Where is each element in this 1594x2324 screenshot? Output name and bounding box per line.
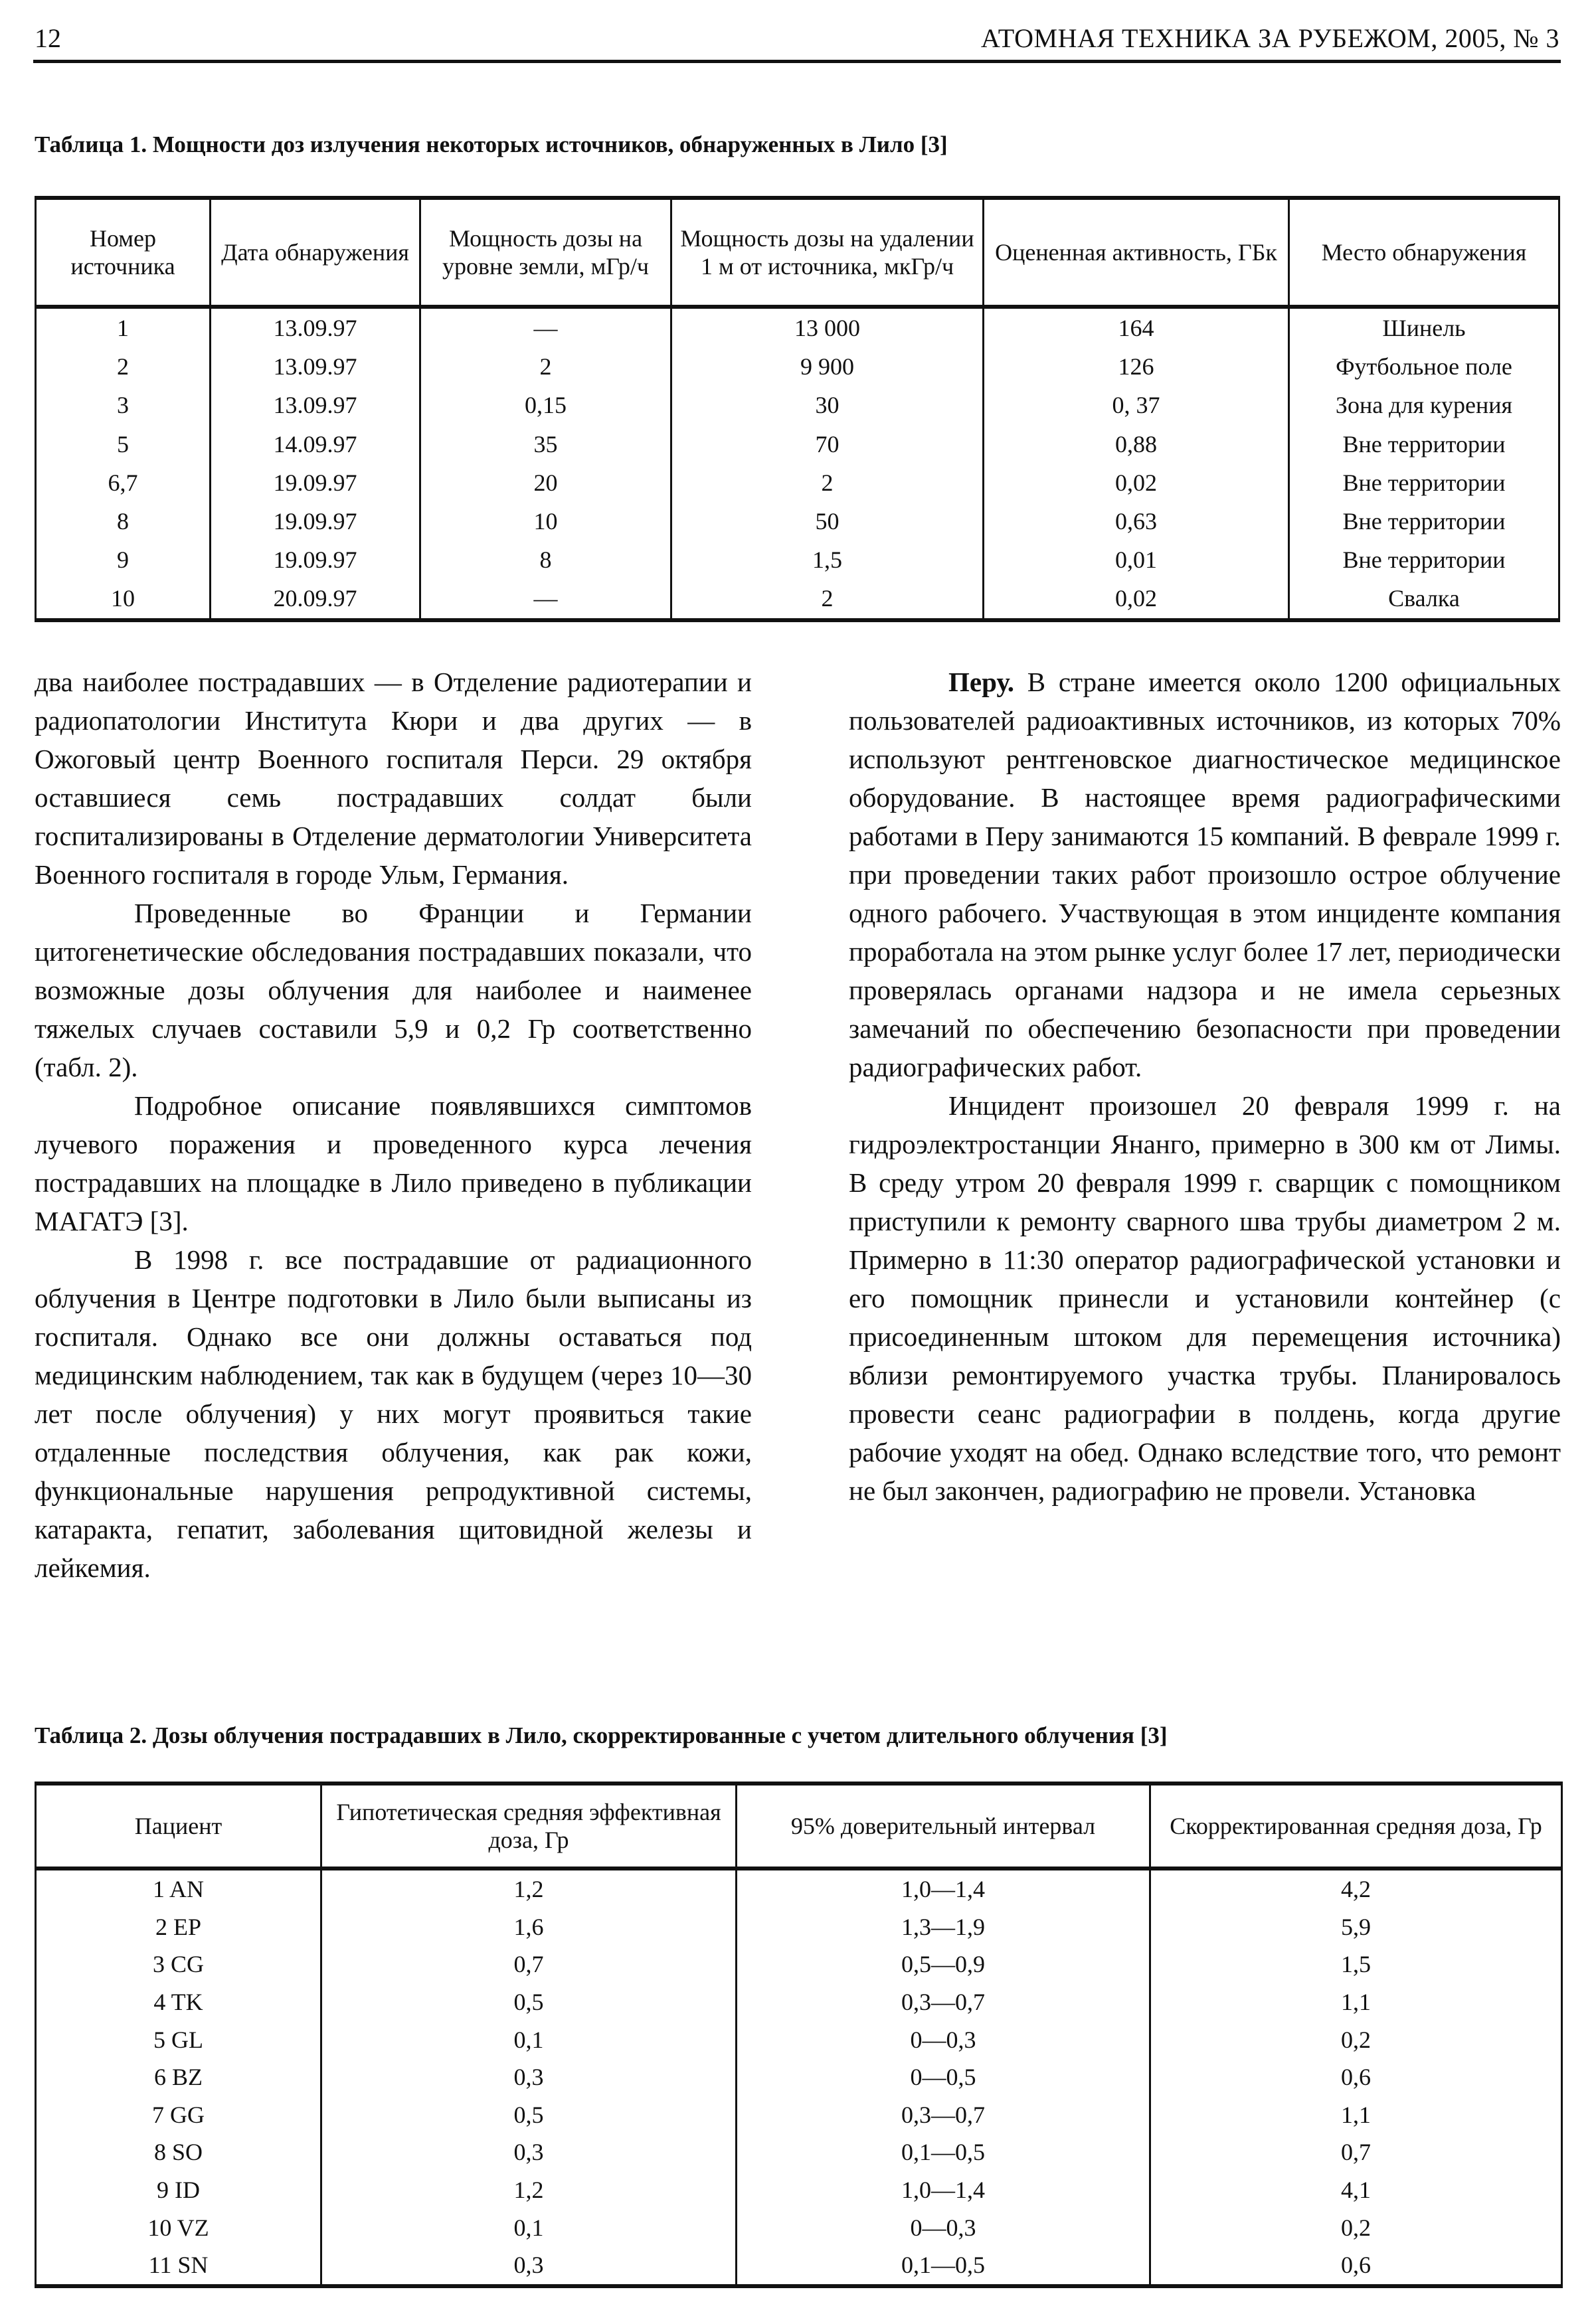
table-cell: 1,1 <box>1150 2096 1562 2134</box>
text-column-right <box>849 663 1561 1510</box>
table-row <box>36 1946 1562 1983</box>
table-cell: 19.09.97 <box>211 502 420 540</box>
table-cell: 0,01 <box>984 540 1289 579</box>
table-row <box>36 2058 1562 2096</box>
table-cell: 19.09.97 <box>211 463 420 502</box>
table-cell: 2 <box>36 347 211 386</box>
table-cell: 1,6 <box>321 1908 737 1946</box>
table-cell: 5,9 <box>1150 1908 1562 1946</box>
running-head <box>35 19 1559 61</box>
table-cell: Вне территории <box>1289 540 1559 579</box>
table-cell: 8 <box>420 540 671 579</box>
table-cell: — <box>420 307 671 347</box>
table-cell: 1,1 <box>1150 1983 1562 2021</box>
table-cell: 0,88 <box>984 425 1289 463</box>
table1-caption: Таблица 1. Мощности доз излучения некоторых источников, обнаруженных в Лило [3] <box>35 131 948 157</box>
table-cell: 0,7 <box>321 1946 737 1983</box>
table-cell: 0,2 <box>1150 2021 1562 2058</box>
table-row <box>36 347 1559 386</box>
table-cell: 6 BZ <box>36 2058 321 2096</box>
paragraph: Инцидент произошел 20 февраля 1999 г. на гидроэлектростанции Янанго, примерно в 300 км от Лимы. В среду утром 20 февраля 1999 г. сварщик с помощником приступили к ремонту сварного шва трубы диаметром 2 м. Примерно в 11:30 оператор радиографической установки и его помощник принесли и установили контейнер (с присоединенным штоком для перемещения источника) вблизи ремонтируемого участка трубы. Планировалось провести сеанс радиографии в полдень, когда другие рабочие уходят на обед. Однако вследствие того, что ремонт не был закончен, радиографию не провели. Установка <box>849 1090 1561 1506</box>
table-cell: 3 CG <box>36 1946 321 1983</box>
table-cell: 13.09.97 <box>211 307 420 347</box>
page-number: 12 <box>35 23 61 53</box>
table-cell: Вне территории <box>1289 502 1559 540</box>
table-cell: 0,5—0,9 <box>737 1946 1150 1983</box>
table-cell: 0,5 <box>321 2096 737 2134</box>
table1-col-header: Место обнаружения <box>1289 198 1559 307</box>
table-cell: Вне территории <box>1289 463 1559 502</box>
table-cell: 13 000 <box>671 307 984 347</box>
table-cell: 4,2 <box>1150 1868 1562 1908</box>
table-cell: Свалка <box>1289 579 1559 620</box>
table-cell: 8 <box>36 502 211 540</box>
table-cell: 50 <box>671 502 984 540</box>
table-cell: 0,3 <box>321 2058 737 2096</box>
table-cell: 0,2 <box>1150 2208 1562 2246</box>
table-cell: 5 GL <box>36 2021 321 2058</box>
paragraph-text: В стране имеется около 1200 официальных пользователей радиоактивных источников, из которых 70% используют рентгеновское диагностическое медицинское оборудование. В настоящее время радиографическими работами в Перу занимаются 15 компаний. В феврале 1999 г. при проведении таких работ произошло острое облучение одного рабочего. Участвующая в этом инциденте компания проработала на этом рынке услуг более 17 лет, периодически проверялась органами надзора и не имела серьезных замечаний по обеспечению безопасности при проведении радиографических работ. <box>849 667 1561 1082</box>
table-row <box>36 463 1559 502</box>
table1-col-header: Мощность дозы на удалении 1 м от источника, мкГр/ч <box>671 198 984 307</box>
text-column-left <box>35 663 752 1587</box>
table-cell: 20 <box>420 463 671 502</box>
table-cell: 0,7 <box>1150 2133 1562 2171</box>
table-cell: 0, 37 <box>984 386 1289 424</box>
table-cell: 1,5 <box>671 540 984 579</box>
table2-col-header: Скорректированная средняя доза, Гр <box>1150 1784 1562 1868</box>
table-cell: 0,02 <box>984 579 1289 620</box>
header-rule <box>33 60 1561 63</box>
table-row <box>36 579 1559 620</box>
table-cell: 1,2 <box>321 2171 737 2209</box>
table-cell: 6,7 <box>36 463 211 502</box>
table-row <box>36 502 1559 540</box>
table-row <box>36 2171 1562 2209</box>
table-cell: 14.09.97 <box>211 425 420 463</box>
table-row <box>36 1868 1562 1908</box>
table-cell: 10 VZ <box>36 2208 321 2246</box>
table-cell: 0,15 <box>420 386 671 424</box>
table-cell: 70 <box>671 425 984 463</box>
table-row <box>36 2246 1562 2286</box>
table-cell: 10 <box>36 579 211 620</box>
table-row <box>36 2021 1562 2058</box>
table-cell: 1,3—1,9 <box>737 1908 1150 1946</box>
table-cell: Зона для курения <box>1289 386 1559 424</box>
table-cell: 10 <box>420 502 671 540</box>
table-row <box>36 425 1559 463</box>
table-cell: 30 <box>671 386 984 424</box>
table-cell: 2 <box>671 579 984 620</box>
table-row <box>36 307 1559 347</box>
table1-col-header: Номер источника <box>36 198 211 307</box>
table-cell: 1,0—1,4 <box>737 2171 1150 2209</box>
table-cell: 5 <box>36 425 211 463</box>
table-cell: 4 TK <box>36 1983 321 2021</box>
table-cell: 0,3 <box>321 2133 737 2171</box>
table-cell: 126 <box>984 347 1289 386</box>
table-cell: 0,1 <box>321 2208 737 2246</box>
table-row <box>36 1908 1562 1946</box>
table-cell: 0,1—0,5 <box>737 2246 1150 2286</box>
table-cell: Футбольное поле <box>1289 347 1559 386</box>
journal-title: АТОМНАЯ ТЕХНИКА ЗА РУБЕЖОМ, 2005, № 3 <box>980 23 1559 53</box>
table-cell: 20.09.97 <box>211 579 420 620</box>
paragraph: два наиболее пострадавших — в Отделение радиотерапии и радиопатологии Института Кюри и два других — в Ожоговый центр Военного госпиталя Перси. 29 октября оставшиеся семь пострадавших солдат были госпитализированы в Отделение дерматологии Университета Военного госпиталя в городе Ульм, Германия. <box>35 667 752 890</box>
table-cell: 0,1—0,5 <box>737 2133 1150 2171</box>
table-cell: 0,3 <box>321 2246 737 2286</box>
table-cell: 9 900 <box>671 347 984 386</box>
table-row <box>36 2133 1562 2171</box>
table-row <box>36 1983 1562 2021</box>
table-cell: 164 <box>984 307 1289 347</box>
table-cell: 2 EP <box>36 1908 321 1946</box>
section-heading-peru: Перу. <box>948 667 1014 697</box>
table-cell: 13.09.97 <box>211 386 420 424</box>
table-cell: 8 SO <box>36 2133 321 2171</box>
table2-caption: Таблица 2. Дозы облучения пострадавших в Лило, скорректированные с учетом длительного облучения [3] <box>35 1722 1168 1748</box>
table-cell: 11 SN <box>36 2246 321 2286</box>
table-cell: 1 AN <box>36 1868 321 1908</box>
table-cell: 2 <box>671 463 984 502</box>
table-cell: Вне территории <box>1289 425 1559 463</box>
table-cell: 0,5 <box>321 1983 737 2021</box>
paragraph <box>849 663 1561 1086</box>
table-cell: 0,63 <box>984 502 1289 540</box>
table-cell: — <box>420 579 671 620</box>
table-cell: 4,1 <box>1150 2171 1562 2209</box>
table2-col-header: Пациент <box>36 1784 321 1868</box>
table-cell: 0,02 <box>984 463 1289 502</box>
table-cell: 19.09.97 <box>211 540 420 579</box>
table-row <box>36 2096 1562 2134</box>
table2-col-header: Гипотетическая средняя эффективная доза, Гр <box>321 1784 737 1868</box>
paragraph: В 1998 г. все пострадавшие от радиационного облучения в Центре подготовки в Лило были выписаны из госпиталя. Однако все они должны оставаться под медицинским наблюдением, так как в будущем (через 10—30 лет после облучения) у них могут проявиться такие отдаленные последствия облучения, как рак кожи, функциональные нарушения репродуктивной системы, катаракта, гепатит, заболевания щитовидной железы и лейкемия. <box>35 1244 752 1583</box>
table-cell: 2 <box>420 347 671 386</box>
table-cell: 3 <box>36 386 211 424</box>
table-cell: 1,0—1,4 <box>737 1868 1150 1908</box>
table-cell: 1,2 <box>321 1868 737 1908</box>
table-cell: 0,3—0,7 <box>737 1983 1150 2021</box>
table-cell: 0—0,3 <box>737 2021 1150 2058</box>
table-row <box>36 540 1559 579</box>
table2 <box>35 1782 1563 2288</box>
table-cell: Шинель <box>1289 307 1559 347</box>
table-cell: 0,3—0,7 <box>737 2096 1150 2134</box>
table-cell: 0,6 <box>1150 2246 1562 2286</box>
table-cell: 0,6 <box>1150 2058 1562 2096</box>
table-row <box>36 2208 1562 2246</box>
table-cell: 1,5 <box>1150 1946 1562 1983</box>
table1-col-header: Оцененная активность, ГБк <box>984 198 1289 307</box>
table-row <box>36 386 1559 424</box>
table2-header-row <box>36 1784 1562 1868</box>
table-cell: 0,1 <box>321 2021 737 2058</box>
table-cell: 35 <box>420 425 671 463</box>
paragraph: Проведенные во Франции и Германии цитогенетические обследования пострадавших показали, что возможные дозы облучения для наиболее и наименее тяжелых случаев составили 5,9 и 0,2 Гр соответственно (табл. 2). <box>35 898 752 1082</box>
table-cell: 7 GG <box>36 2096 321 2134</box>
table1-col-header: Мощность дозы на уровне земли, мГр/ч <box>420 198 671 307</box>
table1-col-header: Дата обнаружения <box>211 198 420 307</box>
table-cell: 0—0,3 <box>737 2208 1150 2246</box>
paragraph: Подробное описание появлявшихся симптомов лучевого поражения и проведенного курса лечения пострадавших на площадке в Лило приведено в публикации МАГАТЭ [3]. <box>35 1090 752 1236</box>
table-cell: 9 ID <box>36 2171 321 2209</box>
table-cell: 0—0,5 <box>737 2058 1150 2096</box>
table1-header-row <box>36 198 1559 307</box>
table2-col-header: 95% доверительный интервал <box>737 1784 1150 1868</box>
table-cell: 1 <box>36 307 211 347</box>
table-cell: 13.09.97 <box>211 347 420 386</box>
table1 <box>35 196 1560 622</box>
table-cell: 9 <box>36 540 211 579</box>
